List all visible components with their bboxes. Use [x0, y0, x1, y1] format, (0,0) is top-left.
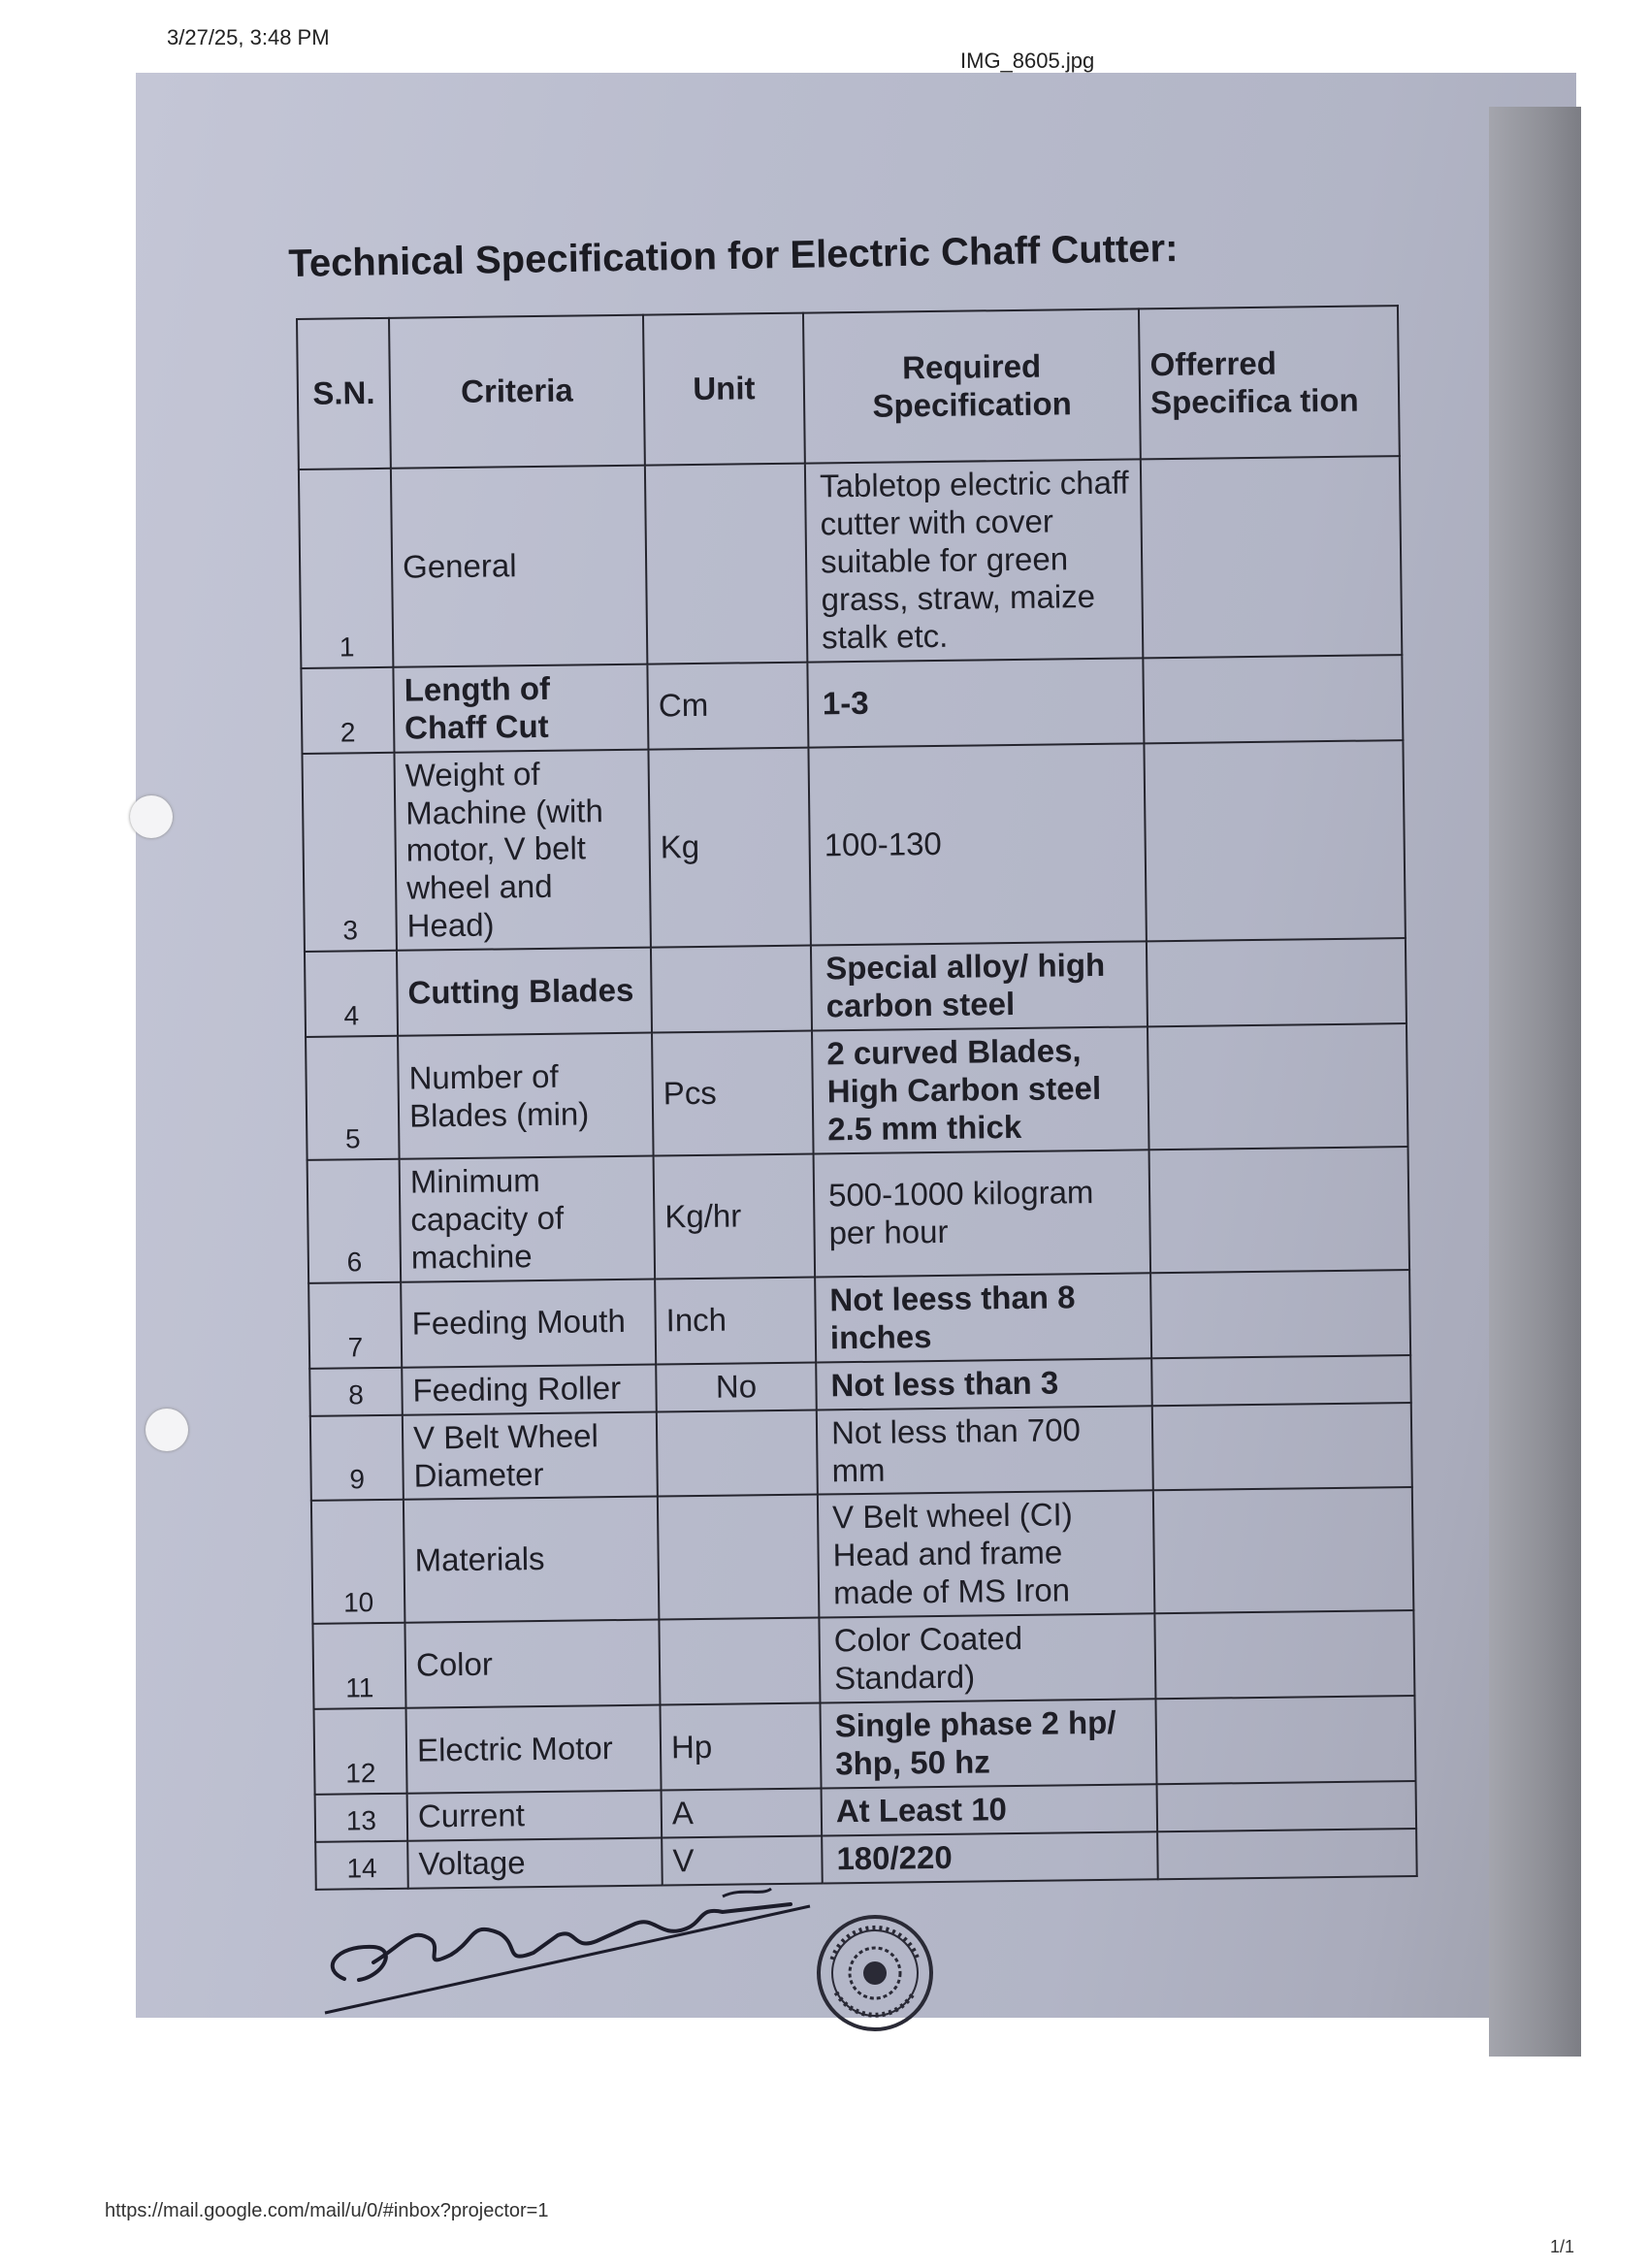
cell-unit: Pcs [652, 1031, 814, 1156]
cell-criteria: Cutting Blades [397, 948, 652, 1036]
cell-criteria: Voltage [407, 1837, 663, 1888]
cell-sn: 5 [306, 1036, 400, 1160]
cell-unit: A [662, 1788, 823, 1837]
cell-criteria: Electric Motor [406, 1705, 662, 1794]
cell-required-spec: 2 curved Blades, High Carbon steel 2.5 mm thick [812, 1026, 1149, 1153]
cell-required-spec: 180/220 [822, 1831, 1158, 1883]
cell-offered-spec [1151, 1355, 1411, 1406]
cell-sn: 1 [299, 469, 393, 668]
cell-offered-spec [1153, 1487, 1414, 1613]
cell-unit: No [656, 1362, 817, 1411]
cell-sn: 11 [312, 1623, 405, 1709]
cell-offered-spec [1147, 938, 1406, 1026]
cell-criteria: General [391, 466, 647, 667]
cell-required-spec: V Belt wheel (CI) Head and frame made of MS Iron [818, 1491, 1155, 1618]
spec-table-wrapper [296, 305, 1416, 1891]
cell-unit [657, 1409, 818, 1497]
table-row [307, 1147, 1409, 1283]
punch-hole [146, 1409, 188, 1451]
cell-offered-spec [1157, 1781, 1417, 1831]
cell-sn: 13 [315, 1794, 408, 1842]
punch-hole [130, 795, 173, 838]
cell-offered-spec [1148, 1023, 1408, 1150]
cell-sn: 8 [309, 1367, 403, 1415]
cell-offered-spec [1144, 740, 1405, 942]
cell-required-spec: 500-1000 kilogram per hour [814, 1150, 1151, 1277]
cell-sn: 9 [310, 1414, 404, 1501]
cell-criteria: Minimum capacity of machine [400, 1155, 656, 1281]
cell-unit: Inch [655, 1277, 816, 1364]
cell-criteria: Length of Chaff Cut [393, 664, 648, 752]
cell-unit [658, 1495, 820, 1620]
cell-unit [651, 946, 812, 1033]
cell-sn: 4 [305, 951, 398, 1037]
cell-sn: 10 [311, 1500, 405, 1624]
cell-unit: Kg [648, 747, 810, 948]
scan-shadow-edge [1489, 107, 1581, 2057]
table-row [299, 456, 1402, 668]
cell-offered-spec [1149, 1147, 1410, 1273]
print-url: https://mail.google.com/mail/u/0/#inbox?projector=1 [105, 2200, 549, 2221]
cell-criteria: Current [407, 1791, 663, 1841]
header-sn: S.N. [297, 318, 391, 470]
cell-criteria: Color [404, 1620, 660, 1708]
cell-sn: 2 [301, 666, 394, 753]
spec-table [296, 305, 1418, 1891]
cell-required-spec: Special alloy/ high carbon steel [811, 942, 1148, 1031]
table-row [314, 1696, 1416, 1795]
document-title: Technical Specification for Electric Chaff Cutter: [288, 226, 1179, 285]
header-required-spec: Required Specification [803, 308, 1141, 463]
cell-required-spec: Not leess than 8 inches [815, 1273, 1151, 1362]
table-body [299, 456, 1417, 1890]
cell-required-spec: At Least 10 [822, 1784, 1158, 1835]
cell-unit: Cm [647, 662, 808, 749]
cell-required-spec: Color Coated Standard) [819, 1614, 1155, 1703]
table-header-row [297, 306, 1400, 470]
cell-sn: 12 [314, 1708, 407, 1795]
cell-offered-spec [1141, 456, 1402, 658]
cell-sn: 7 [308, 1282, 402, 1369]
table-row [311, 1487, 1413, 1624]
cell-criteria: Feeding Mouth [401, 1279, 656, 1367]
cell-unit [659, 1618, 820, 1705]
table-row [301, 655, 1403, 754]
cell-offered-spec [1155, 1696, 1415, 1784]
table-row [308, 1270, 1410, 1369]
table-row [305, 938, 1406, 1037]
cell-required-spec: 100-130 [808, 743, 1146, 946]
cell-unit: Hp [660, 1703, 821, 1791]
cell-required-spec: Tabletop electric chaff cutter with cover suitable for green grass, straw, maize stalk etc. [805, 459, 1143, 662]
print-filename: IMG_8605.jpg [960, 49, 1095, 73]
cell-unit: Kg/hr [654, 1153, 816, 1279]
cell-required-spec: Single phase 2 hp/ 3hp, 50 hz [820, 1699, 1156, 1788]
cell-offered-spec [1152, 1403, 1412, 1491]
print-timestamp: 3/27/25, 3:48 PM [167, 25, 330, 49]
cell-criteria: Feeding Roller [402, 1364, 657, 1414]
cell-offered-spec [1157, 1829, 1417, 1879]
header-offered-spec: Offerred Specifica tion [1139, 306, 1400, 459]
table-row [312, 1610, 1414, 1709]
cell-unit [645, 464, 807, 664]
cell-required-spec: Not less than 700 mm [817, 1406, 1153, 1495]
cell-offered-spec [1143, 655, 1403, 743]
table-row [306, 1023, 1407, 1160]
cell-required-spec: Not less than 3 [816, 1358, 1152, 1409]
cell-sn: 14 [315, 1841, 408, 1890]
cell-sn: 6 [307, 1159, 402, 1283]
signature-icon [306, 1887, 829, 2018]
print-page-number: 1/1 [1550, 2237, 1575, 2256]
table-row [302, 740, 1405, 953]
cell-criteria: Materials [404, 1497, 660, 1623]
cell-required-spec: 1-3 [807, 658, 1144, 747]
cell-sn: 3 [302, 752, 396, 952]
table-row [310, 1403, 1412, 1502]
cell-offered-spec [1150, 1270, 1410, 1358]
header-unit: Unit [643, 313, 805, 466]
header-criteria: Criteria [389, 315, 645, 469]
cell-criteria: Number of Blades (min) [398, 1033, 654, 1159]
cell-criteria: Weight of Machine (with motor, V belt wheel and Head) [394, 749, 650, 951]
cell-offered-spec [1154, 1610, 1414, 1699]
seal-stamp-icon [813, 1911, 937, 2035]
cell-criteria: V Belt Wheel Diameter [403, 1411, 658, 1500]
cell-unit: V [662, 1835, 823, 1885]
